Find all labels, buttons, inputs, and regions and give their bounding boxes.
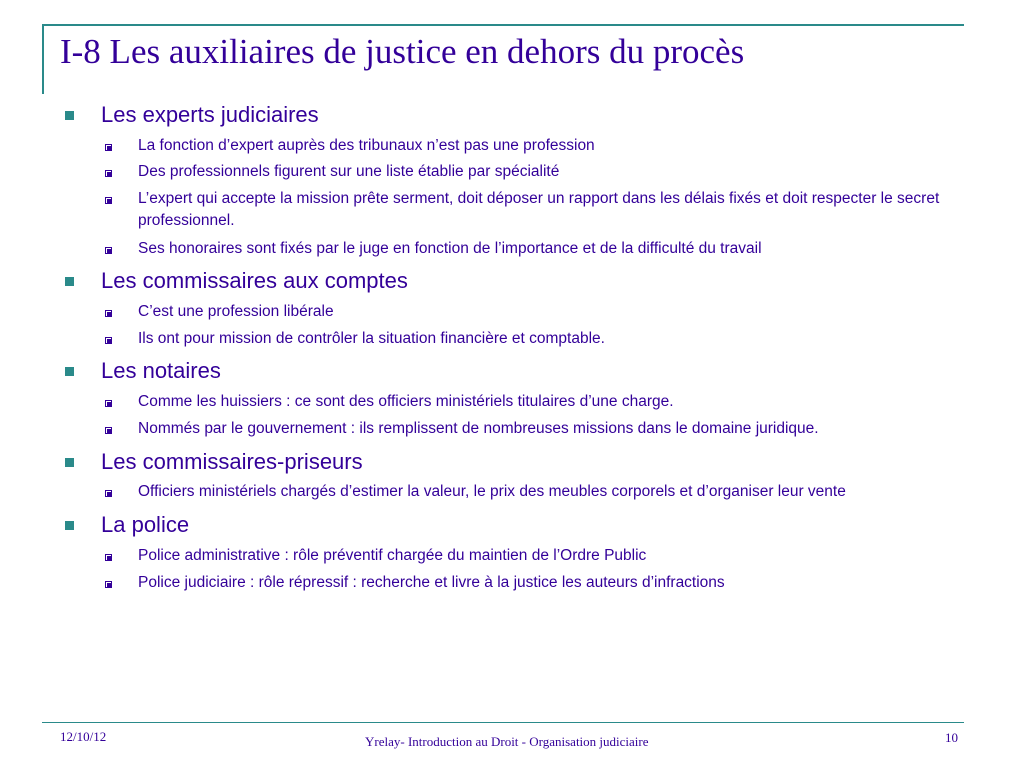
section-heading bbox=[101, 358, 221, 384]
square-bullet-icon bbox=[65, 521, 74, 530]
list-item bbox=[138, 391, 674, 413]
list-item-text: Ils ont pour mission de contrôler la situation financière et comptable. bbox=[138, 330, 605, 347]
list-item-text: Police administrative : rôle préventif chargée du maintien de l’Ordre Public bbox=[138, 547, 647, 564]
list-item bbox=[138, 135, 595, 157]
square-bullet-icon bbox=[65, 277, 74, 286]
list-item bbox=[138, 188, 958, 232]
section-heading-text: Les commissaires aux comptes bbox=[101, 268, 408, 293]
list-item bbox=[138, 572, 725, 594]
section-heading-text: Les notaires bbox=[101, 358, 221, 383]
list-item-text: Officiers ministériels chargés d’estimer la valeur, le prix des meubles corporels et d’organiser leur vente bbox=[138, 483, 846, 500]
checkbox-bullet-icon bbox=[105, 554, 112, 561]
footer-date: 12/10/12 bbox=[60, 729, 107, 744]
list-item bbox=[138, 238, 762, 260]
checkbox-bullet-icon bbox=[105, 247, 112, 254]
list-item bbox=[138, 161, 559, 183]
list-item-text: Comme les huissiers : ce sont des officiers ministériels titulaires d’une charge. bbox=[138, 393, 674, 410]
list-item bbox=[138, 545, 646, 567]
checkbox-bullet-icon bbox=[105, 581, 112, 588]
section-heading bbox=[101, 449, 363, 475]
square-bullet-icon bbox=[65, 111, 74, 120]
checkbox-bullet-icon bbox=[105, 337, 112, 344]
section-heading-text: La police bbox=[101, 512, 190, 537]
list-item-text: Ses honoraires sont fixés par le juge en fonction de l’importance et de la difficulté du travail bbox=[138, 240, 762, 257]
section-heading-text: Les commissaires-priseurs bbox=[101, 449, 363, 474]
list-item bbox=[138, 481, 846, 503]
list-item bbox=[138, 418, 819, 440]
list-item-text: La fonction d’expert auprès des tribunaux n’est pas une profession bbox=[138, 137, 595, 154]
square-bullet-icon bbox=[65, 458, 74, 467]
checkbox-bullet-icon bbox=[105, 400, 112, 407]
title-frame-top-line bbox=[42, 24, 964, 26]
list-item-text: Des professionnels figurent sur une liste établie par spécialité bbox=[138, 163, 560, 180]
footer-title: Yrelay- Introduction au Droit - Organisation judiciaire bbox=[365, 734, 649, 749]
checkbox-bullet-icon bbox=[105, 427, 112, 434]
section-heading bbox=[101, 512, 189, 538]
slide-title: I-8 Les auxiliaires de justice en dehors du procès bbox=[60, 32, 745, 71]
square-bullet-icon bbox=[65, 367, 74, 376]
checkbox-bullet-icon bbox=[105, 170, 112, 177]
checkbox-bullet-icon bbox=[105, 197, 112, 204]
list-item-text: Nommés par le gouvernement : ils remplissent de nombreuses missions dans le domaine juridique. bbox=[138, 420, 819, 437]
checkbox-bullet-icon bbox=[105, 144, 112, 151]
section-heading-text: Les experts judiciaires bbox=[101, 102, 319, 127]
checkbox-bullet-icon bbox=[105, 490, 112, 497]
list-item-text: Police judiciaire : rôle répressif : recherche et livre à la justice les auteurs d’infractions bbox=[138, 574, 725, 591]
title-frame-left-line bbox=[42, 24, 44, 94]
footer-divider-line bbox=[42, 722, 964, 723]
list-item bbox=[138, 301, 334, 323]
checkbox-bullet-icon bbox=[105, 310, 112, 317]
section-heading bbox=[101, 102, 319, 128]
list-item bbox=[138, 328, 605, 350]
list-item-text: C’est une profession libérale bbox=[138, 303, 334, 320]
section-heading bbox=[101, 268, 408, 294]
list-item-text: L’expert qui accepte la mission prête serment, doit déposer un rapport dans les délais fixés et doit respecter le secret professionnel. bbox=[138, 190, 940, 229]
page-number: 10 bbox=[945, 730, 958, 745]
